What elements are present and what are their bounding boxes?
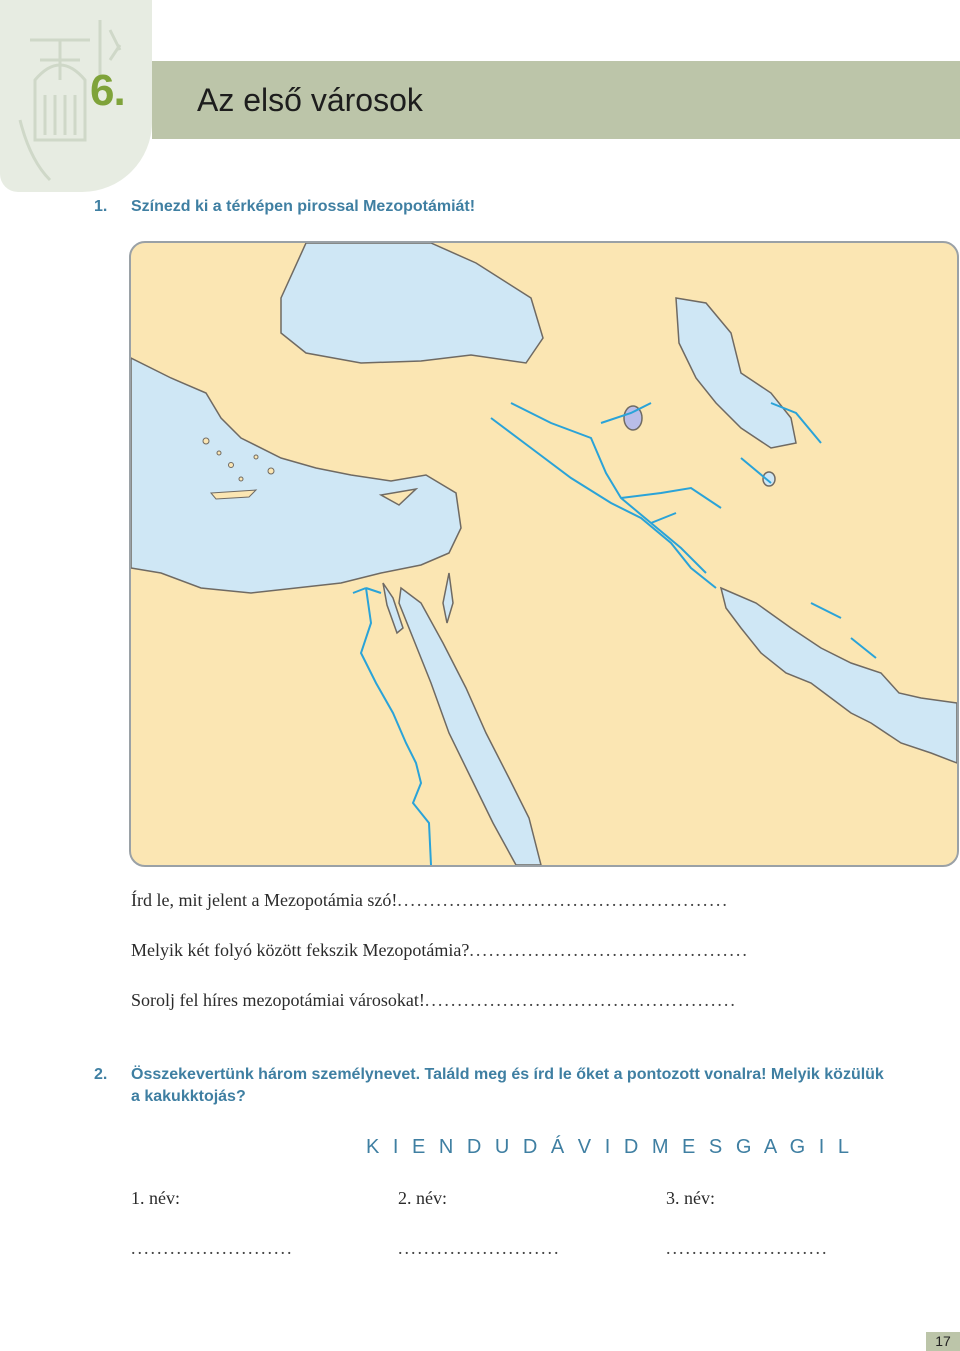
- middle-east-outline-map[interactable]: [129, 241, 959, 867]
- task-1-number: 1.: [94, 198, 108, 215]
- question-3: [131, 990, 737, 1011]
- name-label-3: 3. név:: [666, 1188, 715, 1208]
- name-answer-line-3[interactable]: .........................: [666, 1238, 829, 1258]
- chapter-title: Az első városok: [197, 82, 423, 118]
- question-2-text: Melyik két folyó között fekszik Mezopotámia?: [131, 940, 470, 960]
- answer-line-2[interactable]: ...........................................: [469, 940, 749, 960]
- answer-line-3[interactable]: ................................................: [424, 990, 737, 1010]
- map-drawing: [131, 243, 957, 865]
- question-1: [131, 890, 729, 911]
- task-2-instruction-line-1: Összekevertünk három személynevet. Találd meg és írd le őket a pontozott vonalra! Melyik közülük: [131, 1066, 884, 1083]
- question-3-text: Sorolj fel híres mezopotámiai városokat!: [131, 990, 425, 1010]
- name-answer-line-2[interactable]: .........................: [398, 1238, 561, 1258]
- name-label-1: 1. név:: [131, 1188, 180, 1208]
- question-1-text: Írd le, mit jelent a Mezopotámia szó!: [131, 890, 398, 910]
- name-label-2: 2. név:: [398, 1188, 447, 1208]
- chapter-number: 6.: [90, 66, 125, 115]
- task-2-instruction-line-2: a kakukktojás?: [131, 1088, 246, 1105]
- task-1-instruction: Színezd ki a térképen pirossal Mezopotámiát!: [131, 198, 476, 215]
- decorative-clay-tablet: [0, 0, 152, 192]
- task-2-number: 2.: [94, 1066, 108, 1083]
- question-2: [131, 940, 749, 961]
- answer-line-1[interactable]: ...................................................: [397, 890, 729, 910]
- cuneiform-tablet-icon: [0, 0, 152, 192]
- task-2-instruction: [131, 1064, 951, 1108]
- page-number: 17: [926, 1332, 960, 1351]
- scrambled-letters: K I E N D U D Á V I D M E S G A G I L: [366, 1136, 853, 1158]
- name-answer-line-1[interactable]: .........................: [131, 1238, 294, 1258]
